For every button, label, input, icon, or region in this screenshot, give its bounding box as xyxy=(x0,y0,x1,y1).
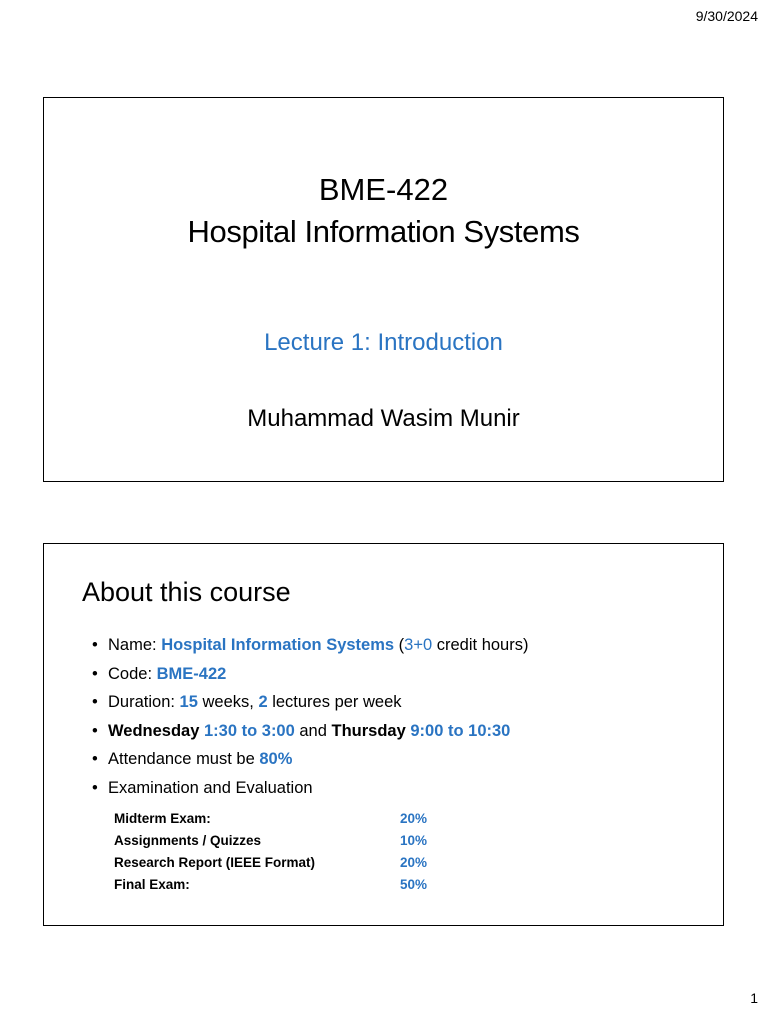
evaluation-weight: 50% xyxy=(400,877,428,892)
schedule-joiner: and xyxy=(294,721,332,740)
schedule-day-1: Wednesday xyxy=(108,721,200,740)
table-row xyxy=(114,874,427,896)
bullet-schedule xyxy=(92,717,528,746)
schedule-time-1: 1:30 to 3:00 xyxy=(204,721,295,740)
attendance-label: Attendance must be xyxy=(108,750,260,768)
bullet-attendance xyxy=(92,745,528,774)
duration-label: Duration: xyxy=(108,693,180,711)
evaluation-weight: 10% xyxy=(400,833,428,848)
table-row xyxy=(114,852,427,874)
page-date: 9/30/2024 xyxy=(695,8,758,24)
course-name-title: Hospital Information Systems xyxy=(187,214,580,249)
credit-hours-value: 3+0 xyxy=(404,636,433,654)
credit-hours-suffix: credit hours) xyxy=(432,636,529,654)
evaluation-heading: Examination and Evaluation xyxy=(108,778,313,797)
course-info-slide xyxy=(43,543,724,926)
course-details-list xyxy=(92,631,528,802)
author-name: Muhammad Wasim Munir xyxy=(247,405,520,432)
slide-heading: About this course xyxy=(82,577,291,607)
page-number: 1 xyxy=(750,990,758,1006)
evaluation-label: Midterm Exam: xyxy=(114,811,211,826)
duration-weeks: 15 xyxy=(179,693,198,711)
table-row xyxy=(114,808,427,830)
schedule-day-2: Thursday xyxy=(331,721,406,740)
duration-lectures: 2 xyxy=(258,693,268,711)
duration-lectures-text: lectures per week xyxy=(267,693,402,711)
name-label: Name: xyxy=(108,636,162,654)
lecture-subtitle: Lecture 1: Introduction xyxy=(264,329,503,356)
course-code-title: BME-422 xyxy=(318,172,449,207)
name-open-paren: ( xyxy=(394,636,405,654)
evaluation-table xyxy=(114,808,427,896)
schedule-time-2: 9:00 to 10:30 xyxy=(410,721,511,740)
code-value: BME-422 xyxy=(156,664,227,683)
code-label: Code: xyxy=(108,664,157,683)
name-value: Hospital Information Systems xyxy=(161,636,395,654)
attendance-value: 80% xyxy=(259,750,293,768)
table-row xyxy=(114,830,427,852)
bullet-course-name xyxy=(92,631,528,660)
duration-weeks-text: weeks, xyxy=(197,693,259,711)
evaluation-weight: 20% xyxy=(400,855,428,870)
evaluation-label: Assignments / Quizzes xyxy=(114,833,262,848)
title-slide xyxy=(43,97,724,482)
evaluation-weight: 20% xyxy=(400,811,428,826)
bullet-duration xyxy=(92,688,528,717)
evaluation-label: Research Report (IEEE Format) xyxy=(114,855,316,870)
bullet-course-code xyxy=(92,660,528,689)
bullet-evaluation xyxy=(92,774,528,803)
evaluation-label: Final Exam: xyxy=(114,877,190,892)
